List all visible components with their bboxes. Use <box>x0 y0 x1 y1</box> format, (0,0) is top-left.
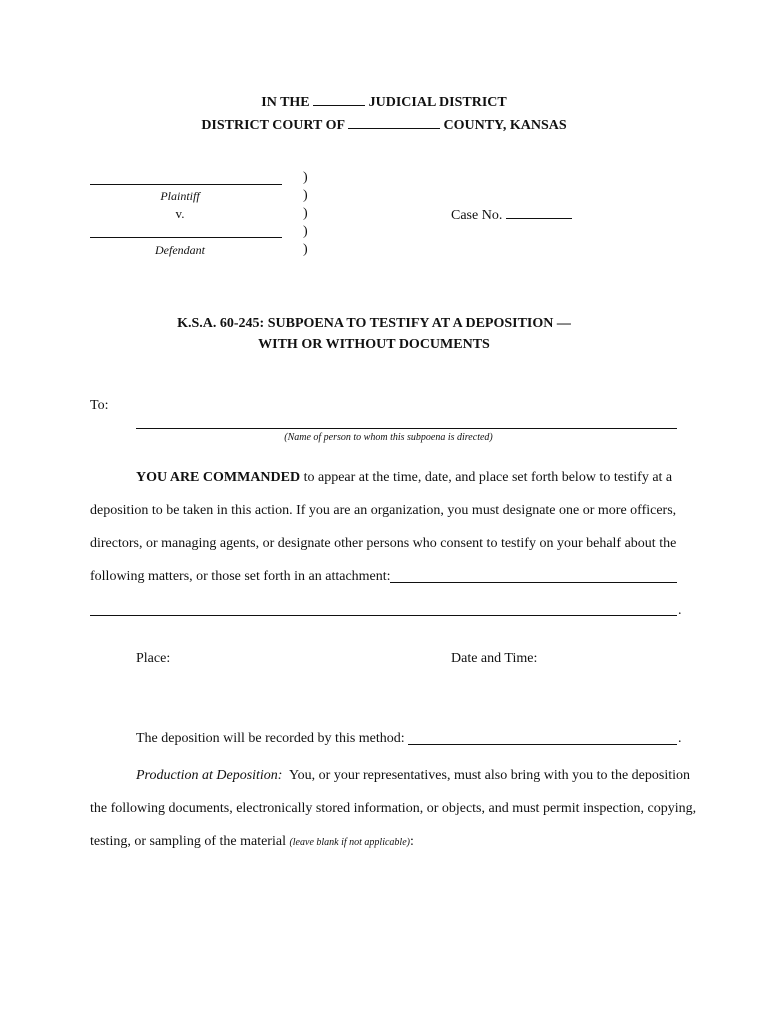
document-title-line1: K.S.A. 60-245: SUBPOENA TO TESTIFY AT A DEPOSITION — <box>177 316 571 331</box>
district-blank[interactable] <box>313 93 365 106</box>
matters-continuation-line[interactable] <box>90 615 677 616</box>
caption-paren: ) <box>303 188 308 203</box>
caption-paren: ) <box>303 242 308 257</box>
recorded-method-label: The deposition will be recorded by this method: <box>136 731 405 746</box>
production-line3-text: testing, or sampling of the material <box>90 834 290 849</box>
command-line4: following matters, or those set forth in an attachment: <box>90 569 391 584</box>
defendant-label: Defendant <box>155 243 205 257</box>
command-line1-text: to appear at the time, date, and place set forth below to testify at a <box>300 470 673 485</box>
header-district-court-of: DISTRICT COURT OF <box>201 118 345 133</box>
case-no-label: Case No. <box>451 208 503 223</box>
recipient-caption: (Name of person to whom this subpoena is directed) <box>284 432 493 443</box>
court-header-line1 <box>0 93 768 111</box>
command-line2: deposition to be taken in this action. If you are an organization, you must designate one or more officers, <box>90 503 677 518</box>
header-in-the: IN THE <box>261 95 310 110</box>
recipient-name-line[interactable] <box>136 428 677 429</box>
matters-line[interactable] <box>390 582 677 583</box>
place-label: Place: <box>136 651 171 666</box>
recording-method-line[interactable] <box>408 744 677 745</box>
command-line1 <box>136 470 686 486</box>
caption-paren: ) <box>303 170 308 185</box>
production-line2: the following documents, electronically stored information, or objects, and must permit inspection, copying, <box>90 801 697 816</box>
command-line3: directors, or managing agents, or designate other persons who consent to testify on your behalf about the <box>90 536 677 551</box>
production-lead: Production at Deposition: <box>136 768 283 783</box>
header-county-kansas: COUNTY, KANSAS <box>443 118 567 133</box>
defendant-name-line[interactable] <box>90 237 282 238</box>
county-blank[interactable] <box>348 116 440 129</box>
plaintiff-name-line[interactable] <box>90 184 282 185</box>
production-line3-end: : <box>409 834 414 849</box>
production-note: (leave blank if not applicable) <box>289 837 410 848</box>
case-number <box>451 206 572 224</box>
header-judicial-district: JUDICIAL DISTRICT <box>368 95 507 110</box>
production-line1-text: You, or your representatives, must also bring with you to the deposition <box>282 768 690 783</box>
plaintiff-label: Plaintiff <box>160 189 200 203</box>
recorded-period: . <box>678 731 682 746</box>
you-are-commanded: YOU ARE COMMANDED <box>136 470 301 485</box>
caption-paren: ) <box>303 224 308 239</box>
production-line3 <box>90 834 685 850</box>
caption-paren: ) <box>303 206 308 221</box>
date-time-label: Date and Time: <box>451 651 538 666</box>
document-title-line2: WITH OR WITHOUT DOCUMENTS <box>258 337 490 352</box>
court-header-line2 <box>0 116 768 134</box>
to-label: To: <box>90 398 109 413</box>
production-line1 <box>136 768 690 784</box>
versus-label: v. <box>175 206 185 221</box>
case-no-blank[interactable] <box>506 206 572 219</box>
matters-period: . <box>678 603 682 618</box>
